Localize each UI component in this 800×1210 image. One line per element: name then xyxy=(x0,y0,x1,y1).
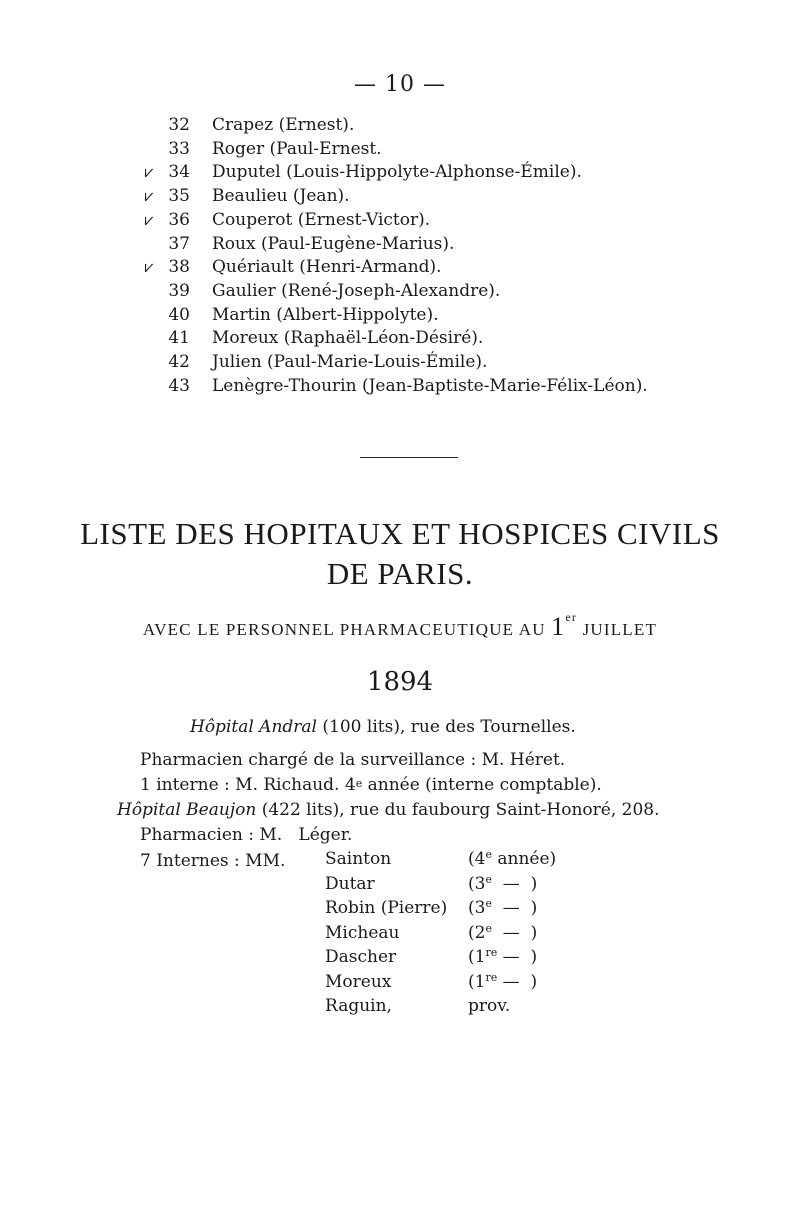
interne-name: Moreux xyxy=(325,971,392,992)
section-title: LISTE DES HOPITAUX ET HOSPICES CIVILS xyxy=(80,516,720,551)
interne-name: Robin (Pierre) xyxy=(325,898,448,918)
list-item-number: 38 xyxy=(168,257,190,278)
interne-year: (3e — ) xyxy=(468,872,538,894)
list-item-name: Roger (Paul-Ernest. xyxy=(212,138,382,159)
interne-name: Dutar xyxy=(325,873,375,894)
check-mark-icon: ⩗ xyxy=(144,162,154,182)
list-item-name: Beaulieu (Jean). xyxy=(212,186,350,207)
check-mark-icon: ⩗ xyxy=(144,209,154,229)
list-item-name: Gaulier (René-Joseph-Alexandre). xyxy=(212,280,501,301)
section-divider xyxy=(360,457,458,458)
list-item-name: Lenègre-Thourin (Jean-Baptiste-Marie-Félix-Léon). xyxy=(212,375,648,396)
andral-interne: 1 interne : M. Richaud. 4e année (interne comptable). xyxy=(140,775,602,795)
check-mark-icon: ⩗ xyxy=(144,186,154,206)
check-mark-icon: ⩗ xyxy=(144,257,154,277)
page-number: — 10 — xyxy=(354,72,446,97)
list-item-number: 41 xyxy=(168,328,190,349)
beaujon-internes-label: 7 Internes : MM. xyxy=(140,851,286,871)
section-title-line2: DE PARIS. xyxy=(326,556,474,591)
list-item-name: Duputel (Louis-Hippolyte-Alphonse-Émile). xyxy=(212,162,582,183)
list-item-number: 43 xyxy=(168,375,190,396)
interne-year: (3e — ) xyxy=(468,897,538,918)
interne-name: Dascher xyxy=(325,947,397,967)
list-item-number: 40 xyxy=(168,304,190,325)
list-item-number: 33 xyxy=(168,138,190,159)
interne-name: Sainton xyxy=(325,849,392,869)
list-item-number: 37 xyxy=(168,233,190,254)
list-item-name: Roux (Paul-Eugène-Marius). xyxy=(212,233,455,254)
interne-year: (1re — ) xyxy=(468,946,538,967)
list-item-number: 36 xyxy=(168,209,190,230)
list-item-name: Quériault (Henri-Armand). xyxy=(212,257,442,278)
list-item-number: 39 xyxy=(168,280,190,301)
list-item-number: 42 xyxy=(168,352,190,372)
hospital-beaujon-heading: Hôpital Beaujon (422 lits), rue du faubourg Saint-Honoré, 208. xyxy=(117,800,660,820)
list-item-name: Julien (Paul-Marie-Louis-Émile). xyxy=(212,352,488,372)
list-item-number: 32 xyxy=(168,115,190,135)
list-item-name: Moreux (Raphaël-Léon-Désiré). xyxy=(212,328,484,349)
section-subtitle: AVEC LE PERSONNEL PHARMACEUTIQUE AU 1er JUILLET xyxy=(142,610,658,641)
interne-year: prov. xyxy=(468,996,511,1016)
section-year: 1894 xyxy=(366,667,434,697)
list-item-name: Crapez (Ernest). xyxy=(212,115,355,135)
beaujon-pharmacien: Pharmacien : M. Léger. xyxy=(140,825,353,845)
hospital-andral-heading: Hôpital Andral (100 lits), rue des Tournelles. xyxy=(190,717,576,737)
interne-year: (2e — ) xyxy=(468,921,538,943)
list-item-number: 35 xyxy=(168,186,190,207)
andral-pharmacien: Pharmacien chargé de la surveillance : M. Héret. xyxy=(140,750,566,770)
interne-name: Raguin, xyxy=(325,996,392,1016)
interne-name: Micheau xyxy=(325,922,400,943)
list-item-name: Couperot (Ernest-Victor). xyxy=(212,209,431,230)
interne-year: (4e année) xyxy=(468,848,557,869)
interne-year: (1re — ) xyxy=(468,970,538,992)
list-item-name: Martin (Albert-Hippolyte). xyxy=(212,304,439,325)
list-item-number: 34 xyxy=(168,162,190,183)
